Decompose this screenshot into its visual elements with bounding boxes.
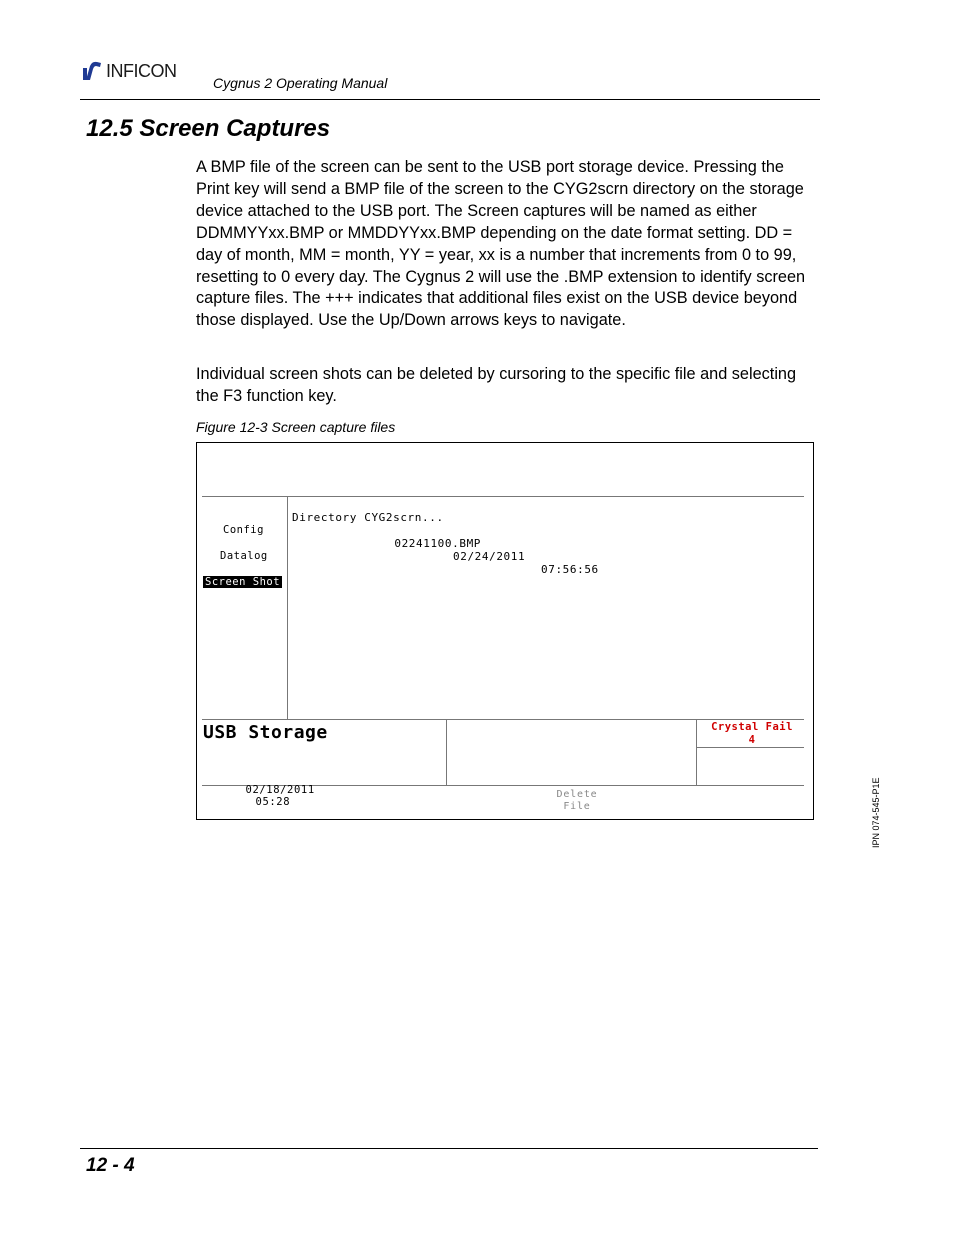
footer-divider [80, 1148, 818, 1149]
menu-item-datalog[interactable]: Datalog [220, 550, 268, 562]
status-divider [202, 719, 804, 720]
file-time: 07:56:56 [541, 563, 599, 576]
status-datetime [204, 772, 315, 820]
manual-title: Cygnus 2 Operating Manual [213, 75, 388, 91]
body-paragraph-1: A BMP file of the screen can be sent to the USB port storage device. Pressing the Print key will send a BMP file of the screen to the CYG2scrn directory on the storage device attached to the USB port. The Screen captures will be named as either DDMMYYxx.BMP or MMDDYYxx.BMP depending on the date format setting. DD = day of month, MM = month, YY = year, xx is a number that increments from 0 to 99, resetting to 0 every day. The Cygnus 2 will use the .BMP extension to identify screen capture files. The +++ indicates that additional files exist on the USB device beyond those displayed. Use the Up/Down arrows keys to navigate. [196, 158, 806, 330]
status-time: 05:28 [255, 796, 291, 808]
alarm-bottom-divider [696, 747, 804, 748]
softkey-line2: File [563, 801, 591, 812]
page-number: 12 - 4 [86, 1155, 135, 1176]
file-row[interactable] [351, 524, 599, 589]
top-divider [202, 496, 804, 497]
delete-file-softkey[interactable] [532, 789, 622, 813]
body-paragraph-2: Individual screen shots can be deleted by cursoring to the specific file and selecting the F3 function key. [196, 365, 797, 405]
softkey-line1: Delete [556, 789, 598, 800]
status-date: 02/18/2011 [245, 784, 315, 796]
status-mid-divider [446, 719, 447, 785]
ipn-label: IPN 074-545-P1E [871, 777, 881, 848]
file-date: 02/24/2011 [453, 550, 526, 563]
header-divider [80, 99, 820, 100]
menu-divider [287, 496, 288, 719]
section-heading: 12.5 Screen Captures [86, 115, 331, 142]
alarm-divider [696, 719, 697, 785]
figure-caption: Figure 12-3 Screen capture files [196, 419, 396, 435]
inficon-logo [80, 58, 200, 84]
crystal-fail-alarm [707, 721, 797, 747]
alarm-label: Crystal Fail [711, 721, 793, 733]
menu-item-config[interactable]: Config [223, 524, 264, 536]
alarm-crystal-number: 4 [748, 734, 756, 746]
logo-text: INFICON [106, 61, 177, 81]
screen-capture-figure [196, 442, 814, 820]
inficon-logo-icon [82, 60, 102, 82]
file-name: 02241100.BMP [394, 537, 482, 550]
menu-item-screen-shot[interactable]: Screen Shot [205, 576, 281, 588]
usb-storage-title: USB Storage [203, 722, 328, 743]
directory-heading: Directory CYG2scrn... [292, 511, 444, 524]
